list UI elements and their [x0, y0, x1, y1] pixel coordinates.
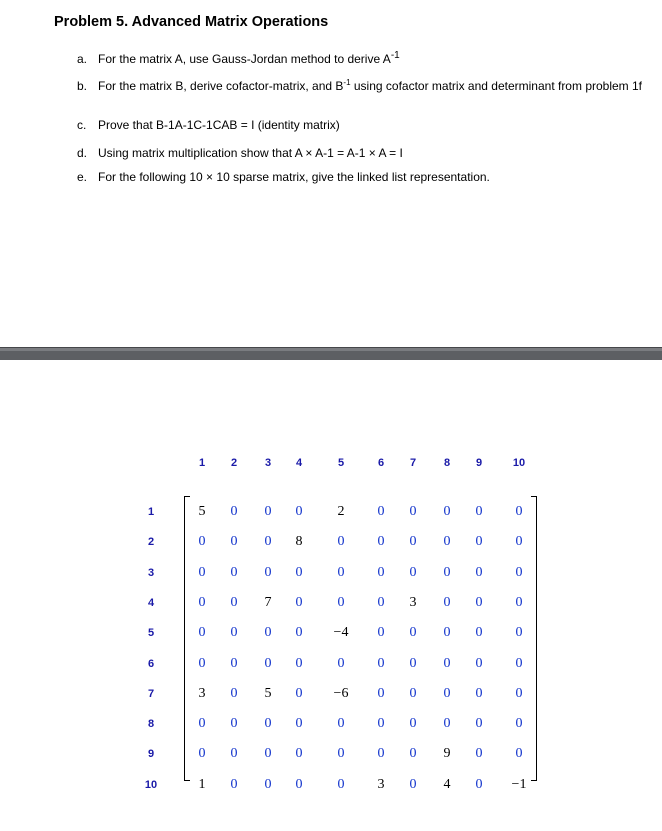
matrix-cell: 0 — [198, 655, 206, 671]
matrix-cell: 0 — [230, 534, 238, 550]
problem-title: Problem 5. Advanced Matrix Operations — [54, 14, 329, 30]
matrix-cell: 0 — [475, 685, 483, 701]
matrix-cell: 0 — [409, 534, 417, 550]
matrix-cell: 0 — [295, 504, 303, 519]
item-label: a. — [77, 52, 88, 66]
matrix-cell: 0 — [337, 594, 345, 610]
matrix-cell: 0 — [198, 534, 206, 550]
row-header: 1 — [147, 506, 155, 518]
matrix-cell: 0 — [264, 504, 272, 519]
column-header: 4 — [295, 457, 303, 469]
matrix-cell: 0 — [377, 655, 385, 671]
matrix-cell: 0 — [337, 776, 345, 792]
row-header: 5 — [147, 627, 155, 640]
matrix-cell: 0 — [337, 716, 345, 732]
matrix-cell: 0 — [475, 716, 483, 732]
matrix-cell: 0 — [198, 594, 206, 610]
matrix-cell: 0 — [230, 776, 238, 792]
item-text: For the matrix B, derive cofactor-matrix, and $B^{-1}$ using cofactor matrix and determinant from problem 1f — [98, 78, 643, 93]
matrix-cell: 0 — [409, 776, 417, 792]
matrix-cell: 0 — [264, 746, 272, 762]
matrix-cell: 0 — [198, 625, 206, 641]
matrix-cell: 0 — [295, 776, 303, 792]
matrix-cell: 7 — [264, 594, 272, 610]
matrix-cell: 2 — [337, 504, 345, 519]
item-text: Using matrix multiplication show that A × A-1 = A-1 × A = I — [98, 146, 403, 160]
matrix-cell: 0 — [475, 504, 483, 519]
matrix-cell: 0 — [515, 685, 523, 701]
matrix-cell: 9 — [443, 746, 451, 762]
matrix-cell: 0 — [409, 655, 417, 671]
matrix-cell: 0 — [475, 776, 483, 792]
matrix-cell: 0 — [377, 716, 385, 732]
item-label: d. — [77, 146, 88, 160]
matrix-cell: 0 — [443, 534, 451, 550]
matrix-cell: 0 — [264, 564, 272, 580]
matrix-cell: 0 — [264, 625, 272, 641]
matrix-cell: 3 — [377, 776, 385, 792]
matrix-cell: 0 — [295, 746, 303, 762]
sparse-matrix — [0, 440, 662, 831]
matrix-cell: 0 — [475, 746, 483, 762]
column-header: 1 — [198, 457, 206, 469]
row-header: 4 — [147, 596, 155, 609]
matrix-cell: 0 — [443, 716, 451, 732]
matrix-cell: 0 — [295, 594, 303, 610]
matrix-cell: 0 — [337, 746, 345, 762]
matrix-cell: 0 — [295, 685, 303, 701]
matrix-cell: 3 — [409, 594, 417, 610]
matrix-cell: 0 — [443, 564, 451, 580]
matrix-cell: 0 — [377, 625, 385, 641]
matrix-cell: 0 — [409, 564, 417, 580]
matrix-cell: −1 — [511, 776, 527, 792]
matrix-cell: 0 — [377, 594, 385, 610]
column-header: 7 — [409, 457, 417, 469]
column-header: 8 — [443, 457, 451, 469]
matrix-cell: 0 — [198, 746, 206, 762]
matrix-cell: 0 — [409, 685, 417, 701]
item-text: For the matrix A, use Gauss-Jordan method to derive $A^{-1}$ — [98, 50, 400, 66]
row-header: 7 — [147, 687, 155, 700]
matrix-cell: 0 — [230, 746, 238, 762]
matrix-cell: 8 — [295, 534, 303, 550]
matrix-cell: 0 — [515, 625, 523, 641]
column-header: 6 — [377, 457, 385, 469]
matrix-cell: 5 — [264, 685, 272, 701]
matrix-cell: 0 — [264, 655, 272, 671]
row-header: 6 — [147, 657, 155, 670]
matrix-right-bracket — [531, 496, 537, 781]
matrix-cell: 3 — [198, 685, 206, 701]
matrix-cell: 0 — [230, 504, 238, 519]
row-header: 8 — [147, 718, 155, 731]
matrix-cell: 0 — [377, 746, 385, 762]
section-divider — [0, 347, 662, 360]
row-header: 9 — [147, 748, 155, 761]
matrix-cell: 0 — [409, 746, 417, 762]
matrix-cell: 0 — [230, 594, 238, 610]
matrix-cell: 0 — [230, 655, 238, 671]
matrix-cell: 0 — [443, 655, 451, 671]
matrix-cell: 0 — [515, 534, 523, 550]
matrix-cell: 0 — [475, 594, 483, 610]
matrix-cell: 0 — [198, 564, 206, 580]
matrix-cell: 0 — [515, 746, 523, 762]
matrix-cell: 0 — [409, 625, 417, 641]
item-label: c. — [77, 118, 87, 132]
matrix-cell: −6 — [333, 685, 349, 701]
matrix-cell: 0 — [230, 564, 238, 580]
matrix-left-bracket — [184, 496, 190, 781]
matrix-cell: 5 — [198, 504, 206, 519]
row-header: 10 — [144, 778, 158, 791]
matrix-cell: 0 — [264, 776, 272, 792]
matrix-cell: 0 — [475, 534, 483, 550]
matrix-cell: 0 — [515, 504, 523, 519]
matrix-cell: 0 — [377, 685, 385, 701]
item-label: e. — [77, 170, 88, 184]
matrix-cell: 0 — [264, 534, 272, 550]
column-header: 2 — [230, 457, 238, 469]
matrix-cell: 0 — [264, 716, 272, 732]
matrix-cell: 0 — [515, 594, 523, 610]
matrix-cell: 0 — [337, 655, 345, 671]
column-header: 3 — [264, 457, 272, 469]
matrix-cell: 1 — [198, 776, 206, 792]
matrix-cell: 0 — [443, 504, 451, 519]
column-header: 9 — [475, 457, 483, 469]
matrix-cell: 0 — [475, 655, 483, 671]
matrix-cell: 0 — [443, 594, 451, 610]
matrix-cell: −4 — [333, 625, 349, 641]
matrix-cell: 0 — [515, 564, 523, 580]
matrix-cell: 0 — [337, 534, 345, 550]
row-header: 2 — [147, 536, 155, 549]
matrix-cell: 0 — [377, 504, 385, 519]
matrix-cell: 0 — [377, 534, 385, 550]
matrix-cell: 0 — [295, 625, 303, 641]
item-text: Prove that B-1A-1C-1CAB = I (identity matrix) — [98, 118, 340, 132]
row-header: 3 — [147, 566, 155, 579]
item-label: b. — [77, 79, 88, 93]
matrix-cell: 4 — [443, 776, 451, 792]
matrix-cell: 0 — [475, 625, 483, 641]
column-header: 10 — [512, 457, 526, 469]
matrix-cell: 0 — [295, 655, 303, 671]
matrix-cell: 0 — [443, 685, 451, 701]
matrix-cell: 0 — [515, 716, 523, 732]
matrix-cell: 0 — [409, 504, 417, 519]
matrix-cell: 0 — [377, 564, 385, 580]
matrix-cell: 0 — [295, 716, 303, 732]
matrix-cell: 0 — [230, 625, 238, 641]
matrix-cell: 0 — [198, 716, 206, 732]
column-header: 5 — [337, 457, 345, 469]
matrix-cell: 0 — [515, 655, 523, 671]
matrix-cell: 0 — [475, 564, 483, 580]
matrix-cell: 0 — [230, 716, 238, 732]
matrix-cell: 0 — [337, 564, 345, 580]
matrix-cell: 0 — [295, 564, 303, 580]
matrix-cell: 0 — [443, 625, 451, 641]
matrix-cell: 0 — [409, 716, 417, 732]
item-text: For the following 10 × 10 sparse matrix, give the linked list representation. — [98, 170, 490, 184]
matrix-cell: 0 — [230, 685, 238, 701]
